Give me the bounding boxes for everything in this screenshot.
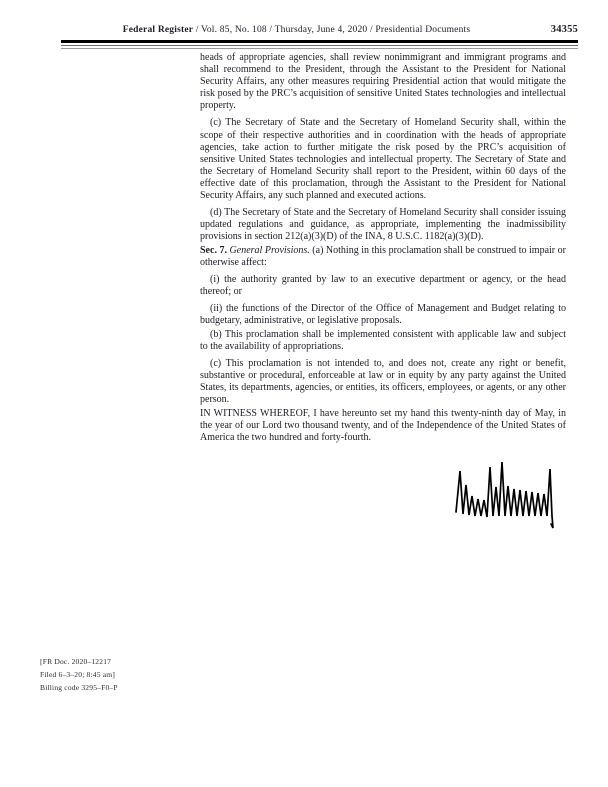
page-number: 34355 [550, 24, 578, 35]
billing-code-line: Billing code 3295–F0–P [40, 683, 118, 692]
paragraph-b: (b) This proclamation shall be implemented consistent with applicable law and subject to the availability of appropriations. [200, 328, 566, 353]
paragraph-witness: IN WITNESS WHEREOF, I have hereunto set my hand this twenty-ninth day of May, in the year of our Lord two thousand twenty, and of the Independence of the United States of America the two hundred and forty-fourth. [200, 408, 566, 444]
filed-line: Filed 6–3–20; 8:45 am] [40, 670, 116, 679]
section-label: Sec. 7. [200, 244, 227, 256]
header-rule-thick [61, 40, 578, 43]
journal-title: Federal Register [122, 25, 194, 35]
issue-info: / Vol. 85, No. 108 / Thursday, June 4, 2020 / Presidential Documents [195, 25, 471, 35]
paragraph-c2: (c) This proclamation is not intended to, and does not, create any right or benefit, substantive or procedural, enforceable at law or in equity by any party against the United States, its departments, agencies, or entities, its officers, employees, or agents, or any other person. [200, 358, 566, 406]
document-body [200, 52, 566, 444]
fr-doc-line: [FR Doc. 2020–12217 [40, 657, 112, 666]
filing-block [40, 655, 118, 694]
section-title: General Provisions. [229, 244, 310, 256]
signature-image [452, 458, 568, 536]
section-text: (a) Nothing in this proclamation shall be construed to impair or otherwise affect: [200, 244, 566, 268]
running-head [61, 24, 578, 49]
paragraph-d: (d) The Secretary of State and the Secretary of Homeland Security shall consider issuing updated regulations and guidance, as appropriate, implementing the inadmissibility provisions in section 212(a)(3)(D) of the INA, 8 U.S.C. 1182(a)(3)(D). [200, 207, 566, 243]
header-rule-thin [61, 45, 578, 49]
paragraph-sec-7 [200, 245, 566, 269]
paragraph-i: (i) the authority granted by law to an executive department or agency, or the head thereof; or [200, 274, 566, 298]
paragraph-ii: (ii) the functions of the Director of the Office of Management and Budget relating to budgetary, administrative, or legislative proposals. [200, 303, 566, 327]
presidential-signature [452, 458, 568, 536]
paragraph-c: (c) The Secretary of State and the Secretary of Homeland Security shall, within the scope of their respective authorities and in coordination with the heads of appropriate agencies, take action to further mitigate the risk posed by the PRC’s acquisition of sensitive United States technologies and intellectual property. The Secretary of State and the Secretary of Homeland Security shall report to the President, within 60 days of the effective date of this proclamation, through the Assistant to the President for National Security Affairs, any such planned and executed actions. [200, 117, 566, 202]
paragraph-continuation: heads of appropriate agencies, shall review nonimmigrant and immigrant programs and shall recommend to the President, through the Assistant to the President for National Security Affairs, any other measures requiring Presidential action that would mitigate the risk posed by the PRC’s acquisition of sensitive United States technologies and intellectual property. [200, 52, 566, 112]
running-head-text [61, 24, 578, 36]
